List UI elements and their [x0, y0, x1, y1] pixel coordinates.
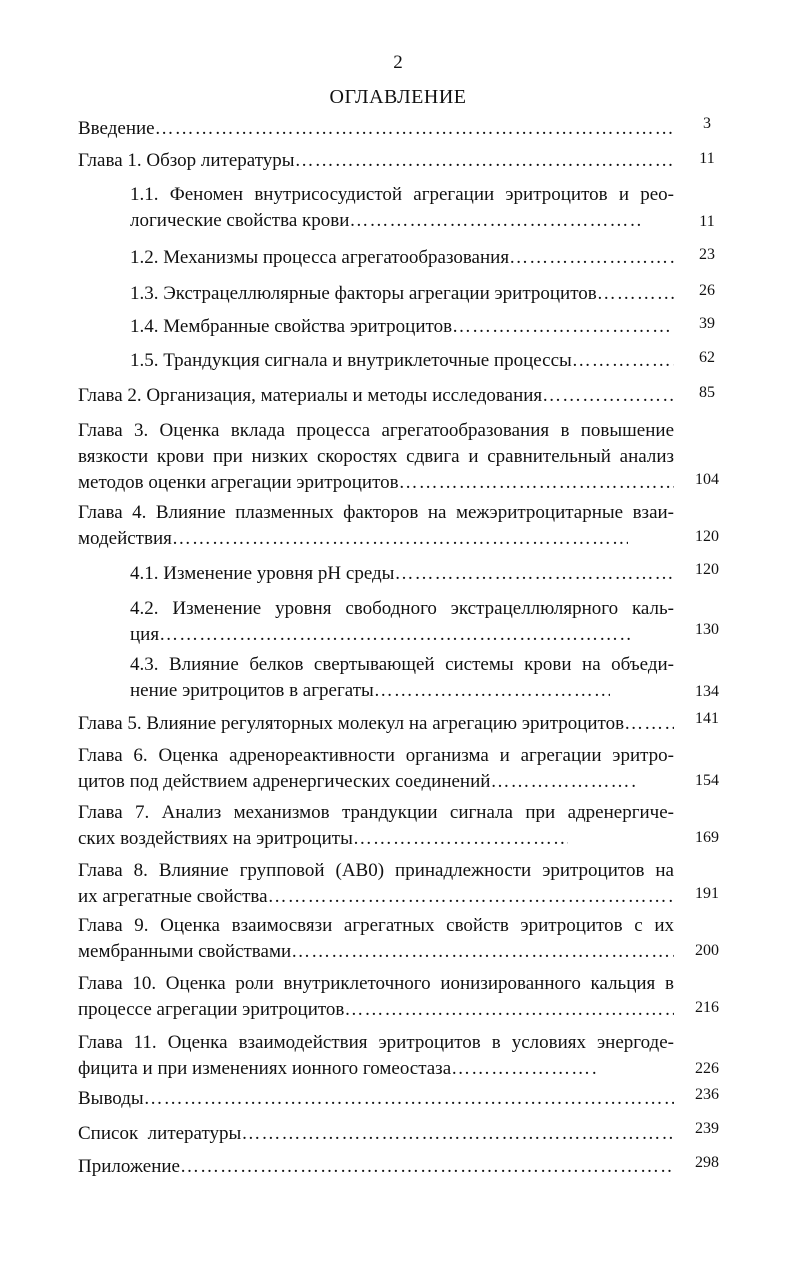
toc-page-number: 23: [699, 246, 715, 263]
toc-entry-text: Глава 10. Оценка роли внутриклеточного ионизированного кальция в: [78, 973, 674, 994]
toc-page-number: 236: [695, 1086, 719, 1103]
toc-entry-text: 1.2. Механизмы процесса агрегатообразования: [130, 247, 510, 268]
toc-entry-text: ция: [130, 624, 160, 645]
toc-entry-section-4-2[interactable]: [130, 596, 674, 648]
toc-entry-chapter-4[interactable]: [78, 500, 674, 552]
toc-leader-dots: [349, 208, 640, 234]
toc-entry-text: Глава 2. Организация, материалы и методы исследования: [78, 385, 543, 406]
toc-entry-text: Глава 4. Влияние плазменных факторов на межэритроцитарные взаи-: [78, 502, 674, 523]
toc-leader-dots: [159, 622, 630, 648]
toc-leader-dots: [490, 769, 638, 795]
toc-entry-chapter-3[interactable]: [78, 418, 674, 496]
toc-entry-chapter-10[interactable]: [78, 971, 674, 1023]
toc-leader-dots: [295, 148, 674, 174]
toc-entry-section-1-3[interactable]: [130, 281, 674, 307]
toc-entry-section-4-1[interactable]: [130, 561, 674, 587]
page-number: 2: [393, 52, 403, 73]
toc-page-number: 3: [703, 115, 711, 132]
toc-entry-text: Глава 1. Обзор литературы: [78, 150, 295, 171]
toc-entry-text: методов оценки агрегации эритроцитов: [78, 472, 399, 493]
toc-entry-introduction[interactable]: [78, 116, 674, 142]
toc-entry-conclusions[interactable]: [78, 1086, 674, 1112]
toc-leader-dots: [624, 711, 674, 737]
toc-entry-chapter-8[interactable]: [78, 858, 674, 910]
toc-entry-text: 1.3. Экстрацеллюлярные факторы агрегации эритроцитов: [130, 283, 597, 304]
toc-entry-text: Глава 11. Оценка взаимодействия эритроцитов в условиях энергоде-: [78, 1032, 674, 1053]
toc-entry-text: их агрегатные свойства: [78, 886, 268, 907]
toc-entry-text: 1.1. Феномен внутрисосудистой агрегации эритроцитов и рео-: [130, 184, 674, 205]
toc-entry-text: вязкости крови при низких скоростях сдвига и сравнительный анализ: [78, 446, 674, 467]
toc-entry-section-1-1[interactable]: [130, 182, 674, 234]
toc-leader-dots: [451, 1056, 598, 1082]
toc-leader-dots: [291, 939, 674, 965]
toc-entry-text: 4.1. Изменение уровня pH среды: [130, 563, 395, 584]
toc-leader-dots: [509, 245, 674, 271]
toc-page-number: 154: [695, 772, 719, 789]
toc-entry-text: 1.4. Мембранные свойства эритроцитов: [130, 316, 453, 337]
toc-entry-section-1-2[interactable]: [130, 245, 674, 271]
toc-entry-text: Выводы: [78, 1088, 144, 1109]
toc-entry-section-1-4[interactable]: [130, 314, 674, 340]
toc-page-number: 134: [695, 683, 719, 700]
toc-entry-text: процессе агрегации эритроцитов: [78, 999, 345, 1020]
toc-leader-dots: [241, 1121, 674, 1147]
toc-page-number: 200: [695, 942, 719, 959]
toc-entry-chapter-2[interactable]: [78, 383, 674, 409]
toc-leader-dots: [542, 383, 674, 409]
toc-entry-text: 1.5. Трандукция сигнала и внутриклеточные процессы: [130, 350, 572, 371]
page-title: ОГЛАВЛЕНИЕ: [329, 86, 467, 108]
toc-entry-text: Глава 8. Влияние групповой (АВ0) принадлежности эритроцитов на: [78, 860, 674, 881]
toc-leader-dots: [353, 826, 568, 852]
toc-entry-text: 4.3. Влияние белков свертывающей системы крови на объеди-: [130, 654, 674, 675]
toc-entry-text: фицита и при изменениях ионного гомеостаза: [78, 1058, 452, 1079]
toc-entry-chapter-9[interactable]: [78, 913, 674, 965]
toc-entry-text: Глава 5. Влияние регуляторных молекул на агрегацию эритроцитов: [78, 713, 625, 734]
toc-page-number: 130: [695, 621, 719, 638]
toc-leader-dots: [452, 314, 674, 340]
toc-entry-text: нение эритроцитов в агрегаты: [130, 680, 374, 701]
toc-entry-text: ских воздействиях на эритроциты: [78, 828, 353, 849]
toc-page-number: 216: [695, 999, 719, 1016]
toc-entry-text: Введение: [78, 118, 155, 139]
toc-page-number: 39: [699, 315, 715, 332]
toc-leader-dots: [597, 281, 674, 307]
toc-entry-chapter-7[interactable]: [78, 800, 674, 852]
toc-leader-dots: [394, 561, 674, 587]
toc-page-number: 11: [699, 213, 715, 230]
toc-leader-dots: [180, 1154, 674, 1180]
toc-leader-dots: [172, 526, 628, 552]
toc-entry-text: мембранными свойствами: [78, 941, 292, 962]
toc-leader-dots: [399, 470, 674, 496]
toc-page-number: 85: [699, 384, 715, 401]
toc-entry-text: Глава 3. Оценка вклада процесса агрегатообразования в повышение: [78, 420, 674, 441]
toc-page-number: 169: [695, 829, 719, 846]
toc-entry-text: модействия: [78, 528, 172, 549]
toc-entry-section-4-3[interactable]: [130, 652, 674, 704]
toc-entry-text: Список литературы: [78, 1123, 242, 1144]
toc-entry-text: логические свойства крови: [130, 210, 350, 231]
toc-leader-dots: [344, 997, 674, 1023]
toc-entry-chapter-11[interactable]: [78, 1030, 674, 1082]
toc-entry-chapter-6[interactable]: [78, 743, 674, 795]
toc-entry-chapter-5[interactable]: [78, 711, 674, 737]
toc-entry-text: цитов под действием адренергических соединений: [78, 771, 491, 792]
toc-page-number: 26: [699, 282, 715, 299]
toc-page-number: 141: [695, 710, 719, 727]
toc-page-number: 62: [699, 349, 715, 366]
toc-leader-dots: [374, 678, 610, 704]
toc-entry-text: Приложение: [78, 1156, 180, 1177]
toc-entry-references[interactable]: [78, 1121, 674, 1147]
toc-leader-dots: [155, 116, 674, 142]
toc-entry-chapter-1[interactable]: [78, 148, 674, 174]
toc-leader-dots: [268, 884, 674, 910]
toc-page-number: 120: [695, 561, 719, 578]
toc-page-number: 191: [695, 885, 719, 902]
toc-page-number: 226: [695, 1060, 719, 1077]
toc-entry-section-1-5[interactable]: [130, 348, 674, 374]
toc-leader-dots: [572, 348, 674, 374]
toc-leader-dots: [144, 1086, 674, 1112]
toc-page-number: 11: [699, 150, 715, 167]
toc-entry-appendix[interactable]: [78, 1154, 674, 1180]
toc-entry-text: Глава 9. Оценка взаимосвязи агрегатных свойств эритроцитов с их: [78, 915, 674, 936]
toc-page-number: 104: [695, 471, 719, 488]
toc-page-number: 298: [695, 1154, 719, 1171]
toc-page-number: 120: [695, 528, 719, 545]
toc-entry-text: 4.2. Изменение уровня свободного экстрацеллюлярного каль-: [130, 598, 674, 619]
toc-entry-text: Глава 6. Оценка адренореактивности организма и агрегации эритро-: [78, 745, 674, 766]
toc-entry-text: Глава 7. Анализ механизмов трандукции сигнала при адренергиче-: [78, 802, 674, 823]
toc-page-number: 239: [695, 1120, 719, 1137]
